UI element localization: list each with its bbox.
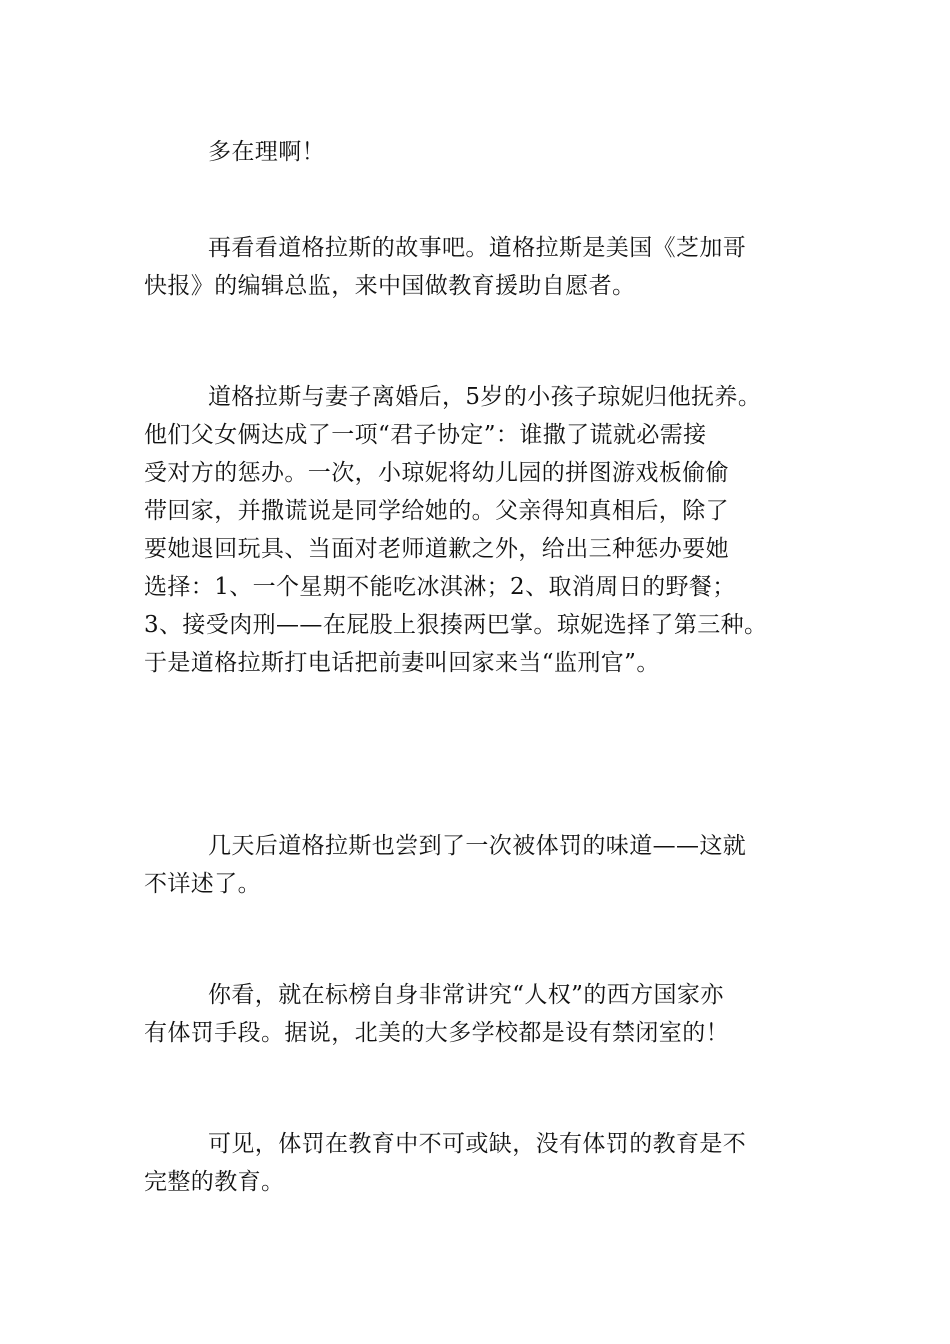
paragraph-line: 完整的教育。 (144, 1169, 285, 1195)
paragraph-line: 多在理啊！ (208, 139, 325, 165)
paragraph-4 (144, 827, 816, 903)
paragraph-2 (144, 229, 816, 305)
paragraph-1 (144, 133, 816, 171)
paragraph-line: 受对方的惩办。一次，小琼妮将幼儿园的拼图游戏板偷偷 (144, 460, 729, 486)
paragraph-5 (144, 976, 816, 1052)
paragraph-line: 可见，体罚在教育中不可或缺，没有体罚的教育是不 (208, 1131, 747, 1157)
paragraph-line: 3、接受肉刑——在屁股上狠揍两巴掌。琼妮选择了第三种。 (144, 612, 768, 638)
paragraph-3 (144, 378, 816, 682)
paragraph-line: 带回家，并撒谎说是同学给她的。父亲得知真相后，除了 (144, 498, 729, 524)
paragraph-line: 道格拉斯与妻子离婚后，5岁的小孩子琼妮归他抚养。 (208, 384, 762, 410)
paragraph-line: 要她退回玩具、当面对老师道歉之外，给出三种惩办要她 (144, 536, 729, 562)
paragraph-line: 几天后道格拉斯也尝到了一次被体罚的味道——这就 (208, 833, 747, 859)
paragraph-line: 他们父女俩达成了一项“君子协定”：谁撒了谎就必需接 (144, 422, 707, 448)
paragraph-line: 你看，就在标榜自身非常讲究“人权”的西方国家亦 (208, 982, 724, 1008)
paragraph-line: 选择：1、一个星期不能吃冰淇淋；2、取消周日的野餐； (144, 574, 736, 600)
paragraph-line: 于是道格拉斯打电话把前妻叫回家来当“监刑官”。 (144, 650, 660, 676)
paragraph-line: 不详述了。 (144, 871, 261, 897)
paragraph-line: 再看看道格拉斯的故事吧。道格拉斯是美国《芝加哥 (208, 235, 747, 261)
paragraph-line: 有体罚手段。据说，北美的大多学校都是设有禁闭室的！ (144, 1020, 729, 1046)
paragraph-6 (144, 1125, 816, 1201)
paragraph-line: 快报》的编辑总监，来中国做教育援助自愿者。 (144, 273, 636, 299)
